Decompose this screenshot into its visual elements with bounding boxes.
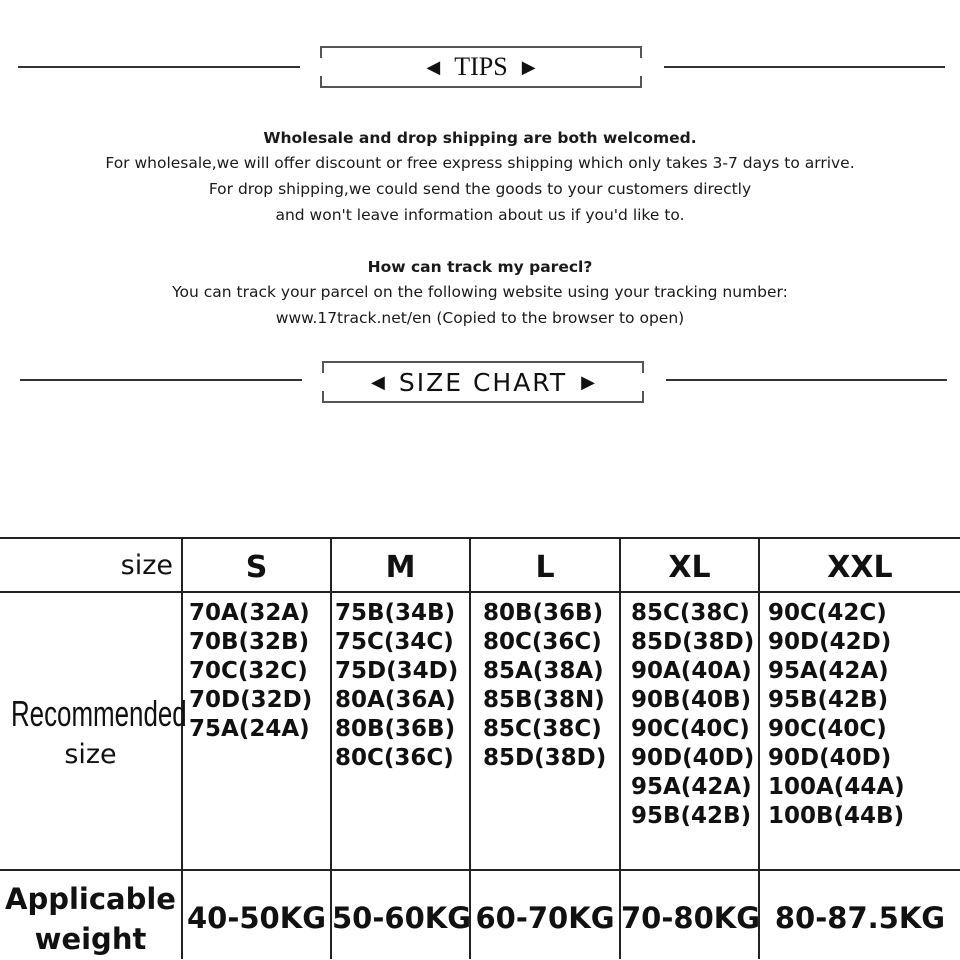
cup-size-item: 95A(42A) [631, 774, 752, 800]
cups-m [331, 592, 470, 870]
chart-left-rule [20, 379, 302, 381]
cup-size-item: 85D(38D) [631, 629, 755, 655]
tips-line-track-desc: You can track your parcel on the following website using your tracking number: [172, 283, 788, 301]
cup-size-item: 90D(40D) [631, 745, 755, 771]
cup-size-item: 90A(40A) [631, 658, 752, 684]
weight-m: 50-60KG [331, 870, 470, 959]
size-table [0, 537, 960, 959]
size-col-xl: XL [620, 538, 759, 592]
tips-line-dropship-2: and won't leave information about us if you'd like to. [275, 206, 685, 224]
tips-left-rule [18, 66, 300, 68]
tips-line-dropship-1: For drop shipping,we could send the goods to your customers directly [208, 180, 752, 198]
tips-line-wholesale-heading: Wholesale and drop shipping are both welcomed. [263, 129, 697, 147]
size-chart-banner [322, 361, 644, 403]
cup-size-item: 80C(36C) [483, 629, 602, 655]
cup-size-item: 90C(40C) [768, 716, 887, 742]
cup-size-item: 90D(40D) [768, 745, 892, 771]
cup-size-item: 80C(36C) [335, 745, 454, 771]
cup-size-item: 90C(42C) [768, 600, 887, 626]
size-col-xxl: XXL [759, 538, 960, 592]
tips-banner [320, 46, 642, 88]
size-chart-title: SIZE CHART [398, 367, 568, 397]
cup-size-item: 85D(38D) [483, 745, 607, 771]
cup-size-item: 100A(44A) [768, 774, 905, 800]
cup-size-item: 85B(38N) [483, 687, 605, 713]
weight-label-line2: weight [34, 922, 147, 956]
cup-size-item: 100B(44B) [768, 803, 905, 829]
tips-line-track-heading: How can track my parecl? [367, 258, 593, 276]
cup-size-item: 70B(32B) [189, 629, 310, 655]
recommended-size-row [0, 592, 960, 870]
cup-size-item: 80B(36B) [335, 716, 456, 742]
weight-l: 60-70KG [470, 870, 620, 959]
cup-size-item: 70A(32A) [189, 600, 310, 626]
size-col-l: L [470, 538, 620, 592]
tips-title: TIPS [454, 52, 508, 81]
cup-size-item: 90C(40C) [631, 716, 750, 742]
cup-size-item: 70D(32D) [189, 687, 313, 713]
tips-line-track-url: www.17track.net/en (Copied to the browser to open) [275, 309, 685, 327]
recommended-label-line2: size [64, 738, 117, 770]
tips-line-wholesale: For wholesale,we will offer discount or free express shipping which only takes 3-7 days to arrive. [105, 154, 855, 172]
cup-size-item: 75B(34B) [335, 600, 456, 626]
applicable-weight-label [0, 870, 182, 959]
cup-size-item: 90B(40B) [631, 687, 752, 713]
cup-size-item: 75A(24A) [189, 716, 310, 742]
cup-size-item: 80A(36A) [335, 687, 456, 713]
recommended-size-label [0, 592, 187, 870]
cup-size-item: 85C(38C) [631, 600, 750, 626]
right-arrow-icon: ▶ [581, 371, 595, 392]
size-col-m: M [331, 538, 470, 592]
left-arrow-icon: ◀ [371, 371, 385, 392]
right-arrow-icon: ▶ [521, 56, 536, 77]
cups-l [470, 592, 620, 870]
cups-xl [620, 592, 759, 870]
cup-size-item: 95B(42B) [768, 687, 889, 713]
chart-right-rule [666, 379, 947, 381]
weight-label-line1: Applicable [5, 882, 176, 916]
cup-size-item: 95A(42A) [768, 658, 889, 684]
size-col-s: S [182, 538, 331, 592]
cup-size-item: 80B(36B) [483, 600, 604, 626]
cup-size-item: 90D(42D) [768, 629, 892, 655]
tips-right-rule [664, 66, 945, 68]
size-header-row [0, 538, 960, 592]
weight-xxl: 80-87.5KG [759, 870, 960, 959]
weight-s: 40-50KG [182, 870, 331, 959]
cup-size-item: 70C(32C) [189, 658, 308, 684]
cup-size-item: 75D(34D) [335, 658, 459, 684]
cup-size-item: 85C(38C) [483, 716, 602, 742]
size-header-label: size [0, 538, 182, 592]
cup-size-item: 85A(38A) [483, 658, 604, 684]
cup-size-item: 75C(34C) [335, 629, 454, 655]
recommended-label-line1: Recommended [10, 692, 187, 734]
cup-size-item: 95B(42B) [631, 803, 752, 829]
left-arrow-icon: ◀ [426, 56, 441, 77]
cups-s [182, 592, 331, 870]
weight-xl: 70-80KG [620, 870, 759, 959]
applicable-weight-row [0, 870, 960, 959]
cups-xxl [759, 592, 960, 870]
